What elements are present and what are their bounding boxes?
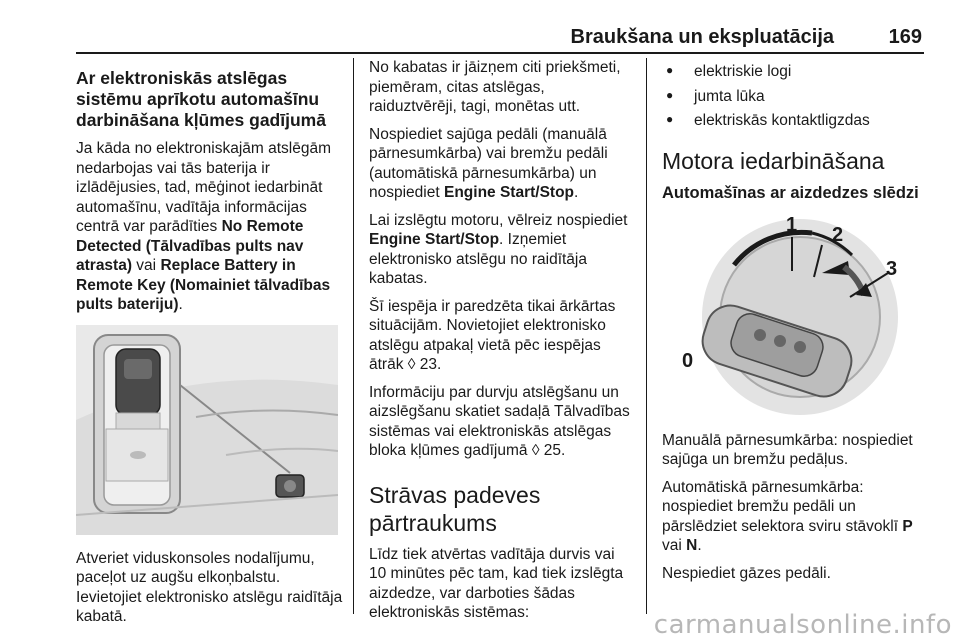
list-item: ● elektriskie logi (662, 62, 928, 82)
paragraph-press-pedal: Nospiediet sajūga pedāli (manuālā pārnesumkārba) vai bremžu pedāli (automātiskā pārnesumkārba) un nospiediet Engine Start/Stop. (369, 125, 608, 201)
electrical-systems-list (662, 62, 928, 131)
message-no-remote: No Remote Detected (Tālvadības pults nav atrasta) (76, 218, 304, 274)
paragraph-remove-items: No kabatas ir jāizņem citi priekšmeti, piemēram, citas atslēgas, raiduztvērēji, tagi, monētas utt. (369, 59, 621, 115)
position-label-3: 3 (886, 257, 898, 280)
page-header (76, 20, 924, 54)
section-title: Braukšana un ekspluatācija (570, 26, 834, 48)
column-1 (76, 58, 344, 635)
position-label-0: 0 (682, 349, 694, 372)
paragraph-automatic-transmission: Automātiskā pārnesumkārba: nospiediet bremžu pedāli un pārslēdziet selektora sviru stāvoklī P vai N. (662, 478, 913, 554)
position-label-1: 1 (786, 213, 798, 236)
heading-ignition-switch: Automašīnas ar aizdedzes slēdzi (662, 183, 919, 202)
heading-engine-start: Motora iedarbināšana (662, 147, 885, 174)
paragraph-emergency-only: Šī iespēja ir paredzēta tikai ārkārtas situācijām. Novietojiet elektronisko atslēgu atpakaļ vietā pēc iespējas ātrāk ◊ 23. (369, 297, 616, 373)
ignition-switch-illustration (662, 211, 924, 421)
position-label-2: 2 (832, 223, 844, 246)
paragraph-door-locking-info: Informāciju par durvju atslēgšanu un aizslēgšanu skatiet sadaļā Tālvadības sistēmas vai elektroniskās atslēgas bloka kļūmes gadījumā ◊ 25. (369, 383, 630, 459)
console-pocket-drawing (76, 325, 338, 535)
label-engine-start-stop-2: Engine Start/Stop (369, 231, 500, 248)
paragraph-no-throttle: Nespiediet gāzes pedāli. (662, 564, 831, 582)
paragraph-stop-engine: Lai izslēgtu motoru, vēlreiz nospiediet Engine Start/Stop. Izņemiet elektronisko atslēgu no raidītāja kabatas. (369, 211, 628, 287)
list-item: ● jumta lūka (662, 87, 928, 107)
paragraph-retained-power: Līdz tiek atvērtas vadītāja durvis vai 10 minūtes pēc tam, kad tiek izslēgta aizdedze, var darboties šādas elektroniskās sistēmas: (369, 545, 624, 621)
list-item: ● elektriskās kontaktligzdas (662, 111, 928, 131)
page-number: 169 (888, 26, 922, 48)
figure-caption-console: Atveriet viduskonsoles nodalījumu, paceļot uz augšu elkoņbalstu. Ievietojiet elektronisko atslēgu raidītāja kabatā. (76, 549, 343, 625)
heading-power-cutoff: Strāvas padeves pārtraukums (369, 481, 541, 536)
paragraph-manual-transmission: Manuālā pārnesumkārba: nospiediet sajūga un bremžu pedāļus. (662, 431, 913, 468)
message-replace-battery: Replace Battery in Remote Key (Nomainiet tālvadības pults bateriju) (76, 257, 331, 313)
console-pocket-illustration (76, 325, 338, 535)
heading-emergency-start: Ar elektroniskās atslēgas sistēmu aprīkotu automašīnu darbināšana kļūmes gadījumā (76, 68, 326, 130)
column-3 (662, 58, 928, 591)
gear-n: N (686, 537, 698, 554)
paragraph-key-failure: Ja kāda no elektroniskajām atslēgām nedarbojas vai tās baterija ir izlādējusies, tad, mēģinot iedarbināt automašīnu, vadītāja informācijas centrā var parādīties No Remote Detected (Tālvadības pults nav atrasta) vai Replace Battery in Remote Key (Nomainiet tālvadības pults bateriju). (76, 140, 332, 313)
column-2 (369, 58, 635, 631)
watermark: carmanualsonline.info (653, 610, 952, 640)
label-engine-start-stop: Engine Start/Stop (443, 184, 575, 201)
gear-p: P (902, 517, 913, 535)
column-divider-1 (353, 58, 354, 614)
column-divider-2 (646, 58, 647, 614)
ignition-switch-drawing (662, 211, 924, 421)
